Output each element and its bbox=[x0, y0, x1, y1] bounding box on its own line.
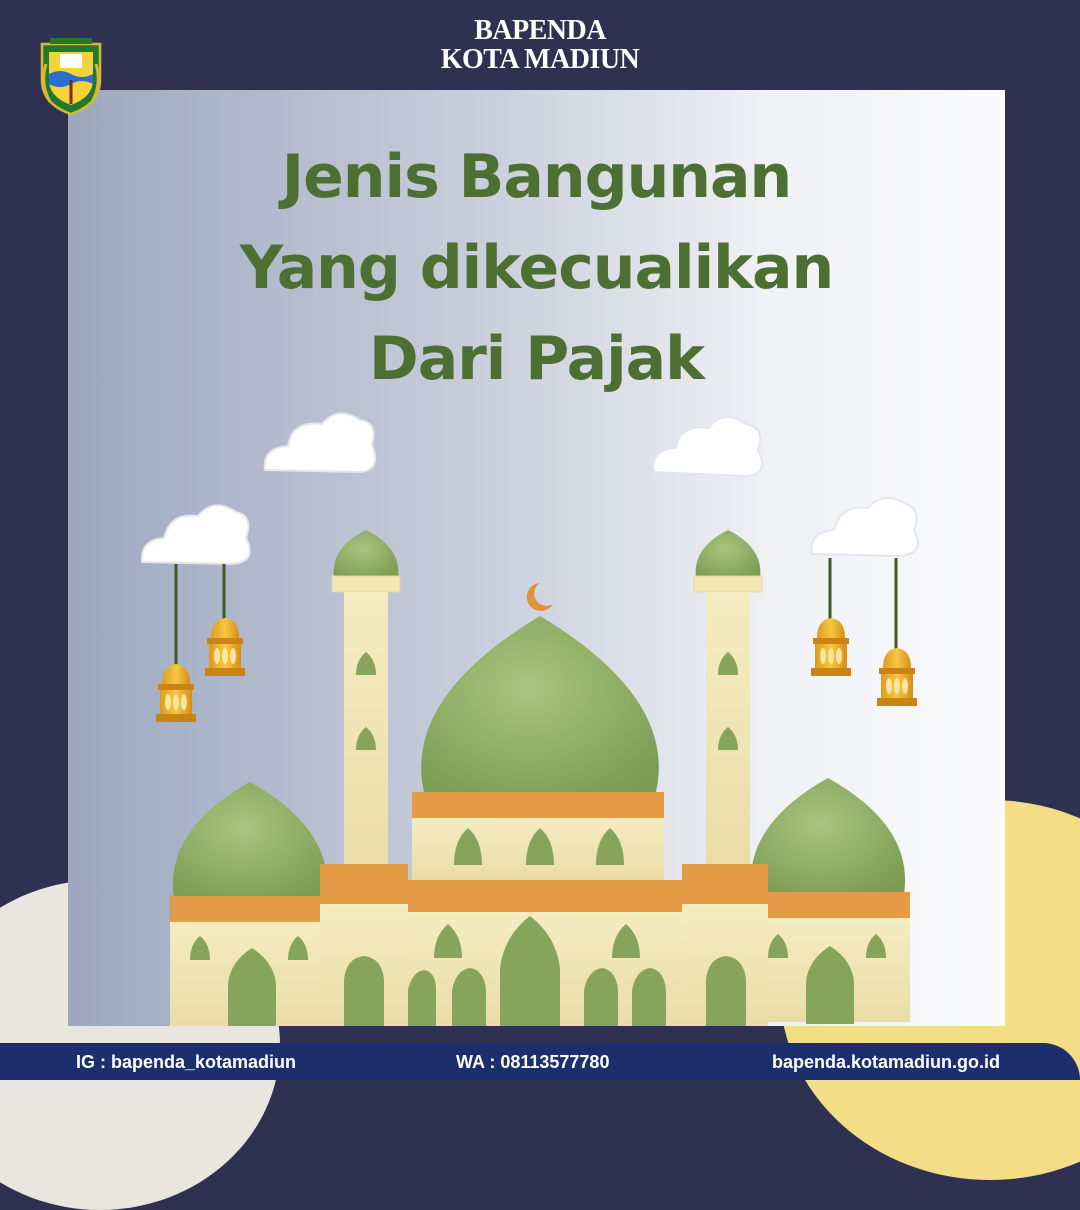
title-line-2: Yang dikecualikan bbox=[239, 233, 834, 303]
dome-left bbox=[173, 782, 327, 898]
dome-right bbox=[751, 778, 905, 894]
minaret-left bbox=[332, 530, 400, 874]
title-line-3: Dari Pajak bbox=[368, 324, 705, 394]
whatsapp-number[interactable]: WA : 08113577780 bbox=[456, 1052, 610, 1072]
instagram-handle[interactable]: IG : bapenda_kotamadiun bbox=[76, 1052, 297, 1072]
cloud-icon bbox=[142, 413, 918, 564]
crescent-moon-icon bbox=[527, 583, 553, 611]
minaret-right bbox=[694, 530, 762, 874]
title-line-1: Jenis Bangunan bbox=[281, 142, 792, 212]
website-link[interactable]: bapenda.kotamadiun.go.id bbox=[772, 1052, 1001, 1072]
dome-main bbox=[421, 616, 659, 796]
footer-bar bbox=[0, 1043, 1080, 1080]
header-line-1: BAPENDA bbox=[474, 15, 606, 46]
header-line-2: KOTA MADIUN bbox=[440, 44, 640, 75]
